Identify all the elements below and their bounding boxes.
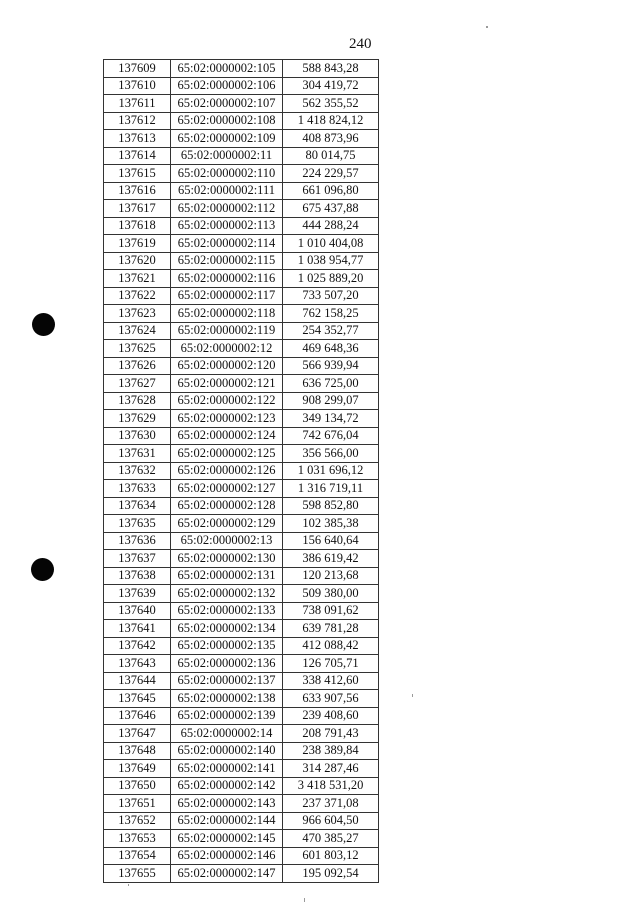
record-number-cell: 137618 bbox=[104, 217, 171, 235]
table-row bbox=[104, 200, 379, 218]
record-number-cell: 137621 bbox=[104, 270, 171, 288]
cadastral-number-cell: 65:02:0000002:14 bbox=[171, 725, 283, 743]
cadastral-number-cell: 65:02:0000002:105 bbox=[171, 60, 283, 78]
value-cell: 1 031 696,12 bbox=[283, 462, 379, 480]
record-number-cell: 137651 bbox=[104, 795, 171, 813]
cadastral-number-cell: 65:02:0000002:115 bbox=[171, 252, 283, 270]
record-number-cell: 137617 bbox=[104, 200, 171, 218]
table-row bbox=[104, 182, 379, 200]
value-cell: 254 352,77 bbox=[283, 322, 379, 340]
value-cell: 338 412,60 bbox=[283, 672, 379, 690]
record-number-cell: 137613 bbox=[104, 130, 171, 148]
table-row bbox=[104, 515, 379, 533]
value-cell: 742 676,04 bbox=[283, 427, 379, 445]
record-number-cell: 137655 bbox=[104, 865, 171, 883]
record-number-cell: 137624 bbox=[104, 322, 171, 340]
value-cell: 102 385,38 bbox=[283, 515, 379, 533]
cadastral-number-cell: 65:02:0000002:13 bbox=[171, 532, 283, 550]
record-number-cell: 137640 bbox=[104, 602, 171, 620]
value-cell: 239 408,60 bbox=[283, 707, 379, 725]
value-cell: 195 092,54 bbox=[283, 865, 379, 883]
value-cell: 661 096,80 bbox=[283, 182, 379, 200]
registry-table bbox=[103, 59, 379, 883]
cadastral-number-cell: 65:02:0000002:141 bbox=[171, 760, 283, 778]
record-number-cell: 137653 bbox=[104, 830, 171, 848]
value-cell: 588 843,28 bbox=[283, 60, 379, 78]
table-row bbox=[104, 655, 379, 673]
scan-speck bbox=[486, 26, 488, 28]
record-number-cell: 137622 bbox=[104, 287, 171, 305]
punch-hole bbox=[31, 558, 54, 581]
table-row bbox=[104, 777, 379, 795]
table-row bbox=[104, 532, 379, 550]
cadastral-number-cell: 65:02:0000002:124 bbox=[171, 427, 283, 445]
cadastral-number-cell: 65:02:0000002:119 bbox=[171, 322, 283, 340]
record-number-cell: 137610 bbox=[104, 77, 171, 95]
record-number-cell: 137649 bbox=[104, 760, 171, 778]
record-number-cell: 137616 bbox=[104, 182, 171, 200]
table-row bbox=[104, 270, 379, 288]
value-cell: 908 299,07 bbox=[283, 392, 379, 410]
scan-speck bbox=[128, 884, 129, 886]
table-row bbox=[104, 165, 379, 183]
table-row bbox=[104, 392, 379, 410]
table-row bbox=[104, 847, 379, 865]
cadastral-number-cell: 65:02:0000002:120 bbox=[171, 357, 283, 375]
record-number-cell: 137647 bbox=[104, 725, 171, 743]
table-row bbox=[104, 830, 379, 848]
record-number-cell: 137652 bbox=[104, 812, 171, 830]
record-number-cell: 137635 bbox=[104, 515, 171, 533]
cadastral-number-cell: 65:02:0000002:114 bbox=[171, 235, 283, 253]
value-cell: 349 134,72 bbox=[283, 410, 379, 428]
value-cell: 601 803,12 bbox=[283, 847, 379, 865]
value-cell: 120 213,68 bbox=[283, 567, 379, 585]
value-cell: 126 705,71 bbox=[283, 655, 379, 673]
value-cell: 444 288,24 bbox=[283, 217, 379, 235]
table-row bbox=[104, 95, 379, 113]
cadastral-number-cell: 65:02:0000002:139 bbox=[171, 707, 283, 725]
record-number-cell: 137636 bbox=[104, 532, 171, 550]
value-cell: 412 088,42 bbox=[283, 637, 379, 655]
value-cell: 598 852,80 bbox=[283, 497, 379, 515]
value-cell: 356 566,00 bbox=[283, 445, 379, 463]
record-number-cell: 137625 bbox=[104, 340, 171, 358]
table-row bbox=[104, 795, 379, 813]
record-number-cell: 137609 bbox=[104, 60, 171, 78]
cadastral-number-cell: 65:02:0000002:134 bbox=[171, 620, 283, 638]
record-number-cell: 137634 bbox=[104, 497, 171, 515]
record-number-cell: 137641 bbox=[104, 620, 171, 638]
table-row bbox=[104, 812, 379, 830]
record-number-cell: 137623 bbox=[104, 305, 171, 323]
cadastral-number-cell: 65:02:0000002:130 bbox=[171, 550, 283, 568]
cadastral-number-cell: 65:02:0000002:121 bbox=[171, 375, 283, 393]
table-row bbox=[104, 637, 379, 655]
cadastral-number-cell: 65:02:0000002:122 bbox=[171, 392, 283, 410]
record-number-cell: 137648 bbox=[104, 742, 171, 760]
value-cell: 238 389,84 bbox=[283, 742, 379, 760]
table-row bbox=[104, 497, 379, 515]
table-row bbox=[104, 445, 379, 463]
value-cell: 3 418 531,20 bbox=[283, 777, 379, 795]
record-number-cell: 137638 bbox=[104, 567, 171, 585]
scan-speck bbox=[304, 898, 305, 902]
record-number-cell: 137614 bbox=[104, 147, 171, 165]
cadastral-number-cell: 65:02:0000002:143 bbox=[171, 795, 283, 813]
cadastral-number-cell: 65:02:0000002:135 bbox=[171, 637, 283, 655]
cadastral-number-cell: 65:02:0000002:133 bbox=[171, 602, 283, 620]
table-row bbox=[104, 585, 379, 603]
punch-hole bbox=[32, 313, 55, 336]
cadastral-number-cell: 65:02:0000002:126 bbox=[171, 462, 283, 480]
table-row bbox=[104, 760, 379, 778]
record-number-cell: 137632 bbox=[104, 462, 171, 480]
cadastral-number-cell: 65:02:0000002:116 bbox=[171, 270, 283, 288]
value-cell: 966 604,50 bbox=[283, 812, 379, 830]
table-row bbox=[104, 410, 379, 428]
record-number-cell: 137612 bbox=[104, 112, 171, 130]
table-row bbox=[104, 322, 379, 340]
cadastral-number-cell: 65:02:0000002:11 bbox=[171, 147, 283, 165]
cadastral-number-cell: 65:02:0000002:109 bbox=[171, 130, 283, 148]
table-row bbox=[104, 480, 379, 498]
value-cell: 1 038 954,77 bbox=[283, 252, 379, 270]
record-number-cell: 137642 bbox=[104, 637, 171, 655]
record-number-cell: 137644 bbox=[104, 672, 171, 690]
value-cell: 733 507,20 bbox=[283, 287, 379, 305]
value-cell: 386 619,42 bbox=[283, 550, 379, 568]
table-row bbox=[104, 567, 379, 585]
cadastral-number-cell: 65:02:0000002:131 bbox=[171, 567, 283, 585]
table-row bbox=[104, 672, 379, 690]
table-row bbox=[104, 602, 379, 620]
cadastral-number-cell: 65:02:0000002:136 bbox=[171, 655, 283, 673]
page-number: 240 bbox=[349, 36, 372, 52]
cadastral-number-cell: 65:02:0000002:138 bbox=[171, 690, 283, 708]
cadastral-number-cell: 65:02:0000002:117 bbox=[171, 287, 283, 305]
table-row bbox=[104, 77, 379, 95]
record-number-cell: 137615 bbox=[104, 165, 171, 183]
table-row bbox=[104, 462, 379, 480]
table-row bbox=[104, 340, 379, 358]
table-row bbox=[104, 130, 379, 148]
cadastral-number-cell: 65:02:0000002:140 bbox=[171, 742, 283, 760]
value-cell: 639 781,28 bbox=[283, 620, 379, 638]
cadastral-number-cell: 65:02:0000002:107 bbox=[171, 95, 283, 113]
cadastral-number-cell: 65:02:0000002:123 bbox=[171, 410, 283, 428]
value-cell: 314 287,46 bbox=[283, 760, 379, 778]
value-cell: 566 939,94 bbox=[283, 357, 379, 375]
value-cell: 675 437,88 bbox=[283, 200, 379, 218]
record-number-cell: 137643 bbox=[104, 655, 171, 673]
table-row bbox=[104, 725, 379, 743]
record-number-cell: 137631 bbox=[104, 445, 171, 463]
table-row bbox=[104, 375, 379, 393]
value-cell: 1 418 824,12 bbox=[283, 112, 379, 130]
cadastral-number-cell: 65:02:0000002:118 bbox=[171, 305, 283, 323]
cadastral-number-cell: 65:02:0000002:146 bbox=[171, 847, 283, 865]
table-row bbox=[104, 357, 379, 375]
value-cell: 208 791,43 bbox=[283, 725, 379, 743]
record-number-cell: 137639 bbox=[104, 585, 171, 603]
cadastral-number-cell: 65:02:0000002:110 bbox=[171, 165, 283, 183]
cadastral-number-cell: 65:02:0000002:12 bbox=[171, 340, 283, 358]
table-row bbox=[104, 235, 379, 253]
table-row bbox=[104, 865, 379, 883]
value-cell: 237 371,08 bbox=[283, 795, 379, 813]
value-cell: 304 419,72 bbox=[283, 77, 379, 95]
table-row bbox=[104, 217, 379, 235]
table-row bbox=[104, 550, 379, 568]
cadastral-number-cell: 65:02:0000002:128 bbox=[171, 497, 283, 515]
registry-table-body bbox=[104, 60, 379, 883]
value-cell: 1 025 889,20 bbox=[283, 270, 379, 288]
record-number-cell: 137611 bbox=[104, 95, 171, 113]
cadastral-number-cell: 65:02:0000002:106 bbox=[171, 77, 283, 95]
cadastral-number-cell: 65:02:0000002:112 bbox=[171, 200, 283, 218]
table-row bbox=[104, 305, 379, 323]
cadastral-number-cell: 65:02:0000002:127 bbox=[171, 480, 283, 498]
cadastral-number-cell: 65:02:0000002:144 bbox=[171, 812, 283, 830]
value-cell: 224 229,57 bbox=[283, 165, 379, 183]
cadastral-number-cell: 65:02:0000002:145 bbox=[171, 830, 283, 848]
record-number-cell: 137633 bbox=[104, 480, 171, 498]
record-number-cell: 137628 bbox=[104, 392, 171, 410]
value-cell: 408 873,96 bbox=[283, 130, 379, 148]
value-cell: 470 385,27 bbox=[283, 830, 379, 848]
record-number-cell: 137619 bbox=[104, 235, 171, 253]
value-cell: 562 355,52 bbox=[283, 95, 379, 113]
record-number-cell: 137654 bbox=[104, 847, 171, 865]
table-row bbox=[104, 620, 379, 638]
value-cell: 762 158,25 bbox=[283, 305, 379, 323]
cadastral-number-cell: 65:02:0000002:111 bbox=[171, 182, 283, 200]
scan-speck bbox=[412, 694, 413, 697]
cadastral-number-cell: 65:02:0000002:137 bbox=[171, 672, 283, 690]
record-number-cell: 137629 bbox=[104, 410, 171, 428]
table-row bbox=[104, 742, 379, 760]
value-cell: 80 014,75 bbox=[283, 147, 379, 165]
value-cell: 156 640,64 bbox=[283, 532, 379, 550]
cadastral-number-cell: 65:02:0000002:129 bbox=[171, 515, 283, 533]
table-row bbox=[104, 252, 379, 270]
table-row bbox=[104, 60, 379, 78]
cadastral-number-cell: 65:02:0000002:142 bbox=[171, 777, 283, 795]
record-number-cell: 137650 bbox=[104, 777, 171, 795]
record-number-cell: 137627 bbox=[104, 375, 171, 393]
record-number-cell: 137620 bbox=[104, 252, 171, 270]
value-cell: 738 091,62 bbox=[283, 602, 379, 620]
value-cell: 633 907,56 bbox=[283, 690, 379, 708]
record-number-cell: 137626 bbox=[104, 357, 171, 375]
record-number-cell: 137637 bbox=[104, 550, 171, 568]
table-row bbox=[104, 287, 379, 305]
cadastral-number-cell: 65:02:0000002:147 bbox=[171, 865, 283, 883]
value-cell: 1 010 404,08 bbox=[283, 235, 379, 253]
table-row bbox=[104, 112, 379, 130]
table-row bbox=[104, 147, 379, 165]
cadastral-number-cell: 65:02:0000002:113 bbox=[171, 217, 283, 235]
cadastral-number-cell: 65:02:0000002:125 bbox=[171, 445, 283, 463]
cadastral-number-cell: 65:02:0000002:108 bbox=[171, 112, 283, 130]
table-row bbox=[104, 690, 379, 708]
value-cell: 1 316 719,11 bbox=[283, 480, 379, 498]
record-number-cell: 137630 bbox=[104, 427, 171, 445]
table-row bbox=[104, 707, 379, 725]
value-cell: 636 725,00 bbox=[283, 375, 379, 393]
cadastral-number-cell: 65:02:0000002:132 bbox=[171, 585, 283, 603]
value-cell: 509 380,00 bbox=[283, 585, 379, 603]
record-number-cell: 137646 bbox=[104, 707, 171, 725]
record-number-cell: 137645 bbox=[104, 690, 171, 708]
table-row bbox=[104, 427, 379, 445]
value-cell: 469 648,36 bbox=[283, 340, 379, 358]
